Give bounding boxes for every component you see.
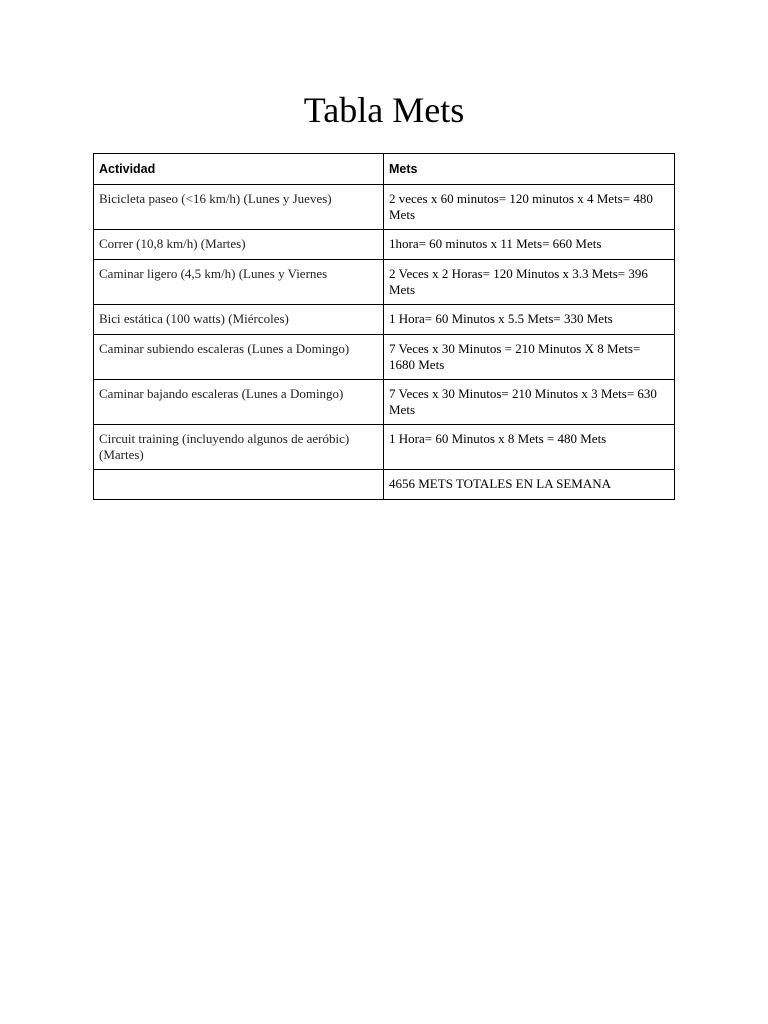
actividad-cell: Correr (10,8 km/h) (Martes)	[94, 230, 384, 260]
actividad-cell: Caminar bajando escaleras (Lunes a Domingo)	[94, 380, 384, 425]
mets-cell: 1 Hora= 60 Minutos x 5.5 Mets= 330 Mets	[384, 305, 675, 335]
mets-cell: 2 veces x 60 minutos= 120 minutos x 4 Mets= 480 Mets	[384, 185, 675, 230]
column-header-mets: Mets	[384, 154, 675, 185]
page-title: Tabla Mets	[303, 90, 465, 130]
actividad-cell: Bicicleta paseo (<16 km/h) (Lunes y Jueves)	[94, 185, 384, 230]
actividad-cell-empty	[94, 470, 384, 500]
actividad-cell: Bici estática (100 watts) (Miércoles)	[94, 305, 384, 335]
table-header-row	[94, 154, 675, 185]
column-header-actividad: Actividad	[94, 154, 384, 185]
actividad-cell: Caminar ligero (4,5 km/h) (Lunes y Viernes	[94, 260, 384, 305]
mets-cell: 1 Hora= 60 Minutos x 8 Mets = 480 Mets	[384, 425, 675, 470]
mets-cell: 7 Veces x 30 Minutos= 210 Minutos x 3 Mets= 630 Mets	[384, 380, 675, 425]
total-mets-cell: 4656 METS TOTALES EN LA SEMANA	[384, 470, 675, 500]
mets-cell: 7 Veces x 30 Minutos = 210 Minutos X 8 Mets= 1680 Mets	[384, 335, 675, 380]
table-row	[94, 230, 675, 260]
table-row	[94, 185, 675, 230]
actividad-cell: Circuit training (incluyendo algunos de aeróbic) (Martes)	[94, 425, 384, 470]
actividad-cell: Caminar subiendo escaleras (Lunes a Domingo)	[94, 335, 384, 380]
mets-cell: 2 Veces x 2 Horas= 120 Minutos x 3.3 Mets= 396 Mets	[384, 260, 675, 305]
table-row	[94, 305, 675, 335]
table-row-total	[94, 470, 675, 500]
table-row	[94, 260, 675, 305]
table-row	[94, 380, 675, 425]
mets-table	[93, 153, 675, 500]
mets-cell: 1hora= 60 minutos x 11 Mets= 660 Mets	[384, 230, 675, 260]
table-row	[94, 335, 675, 380]
table-row	[94, 425, 675, 470]
